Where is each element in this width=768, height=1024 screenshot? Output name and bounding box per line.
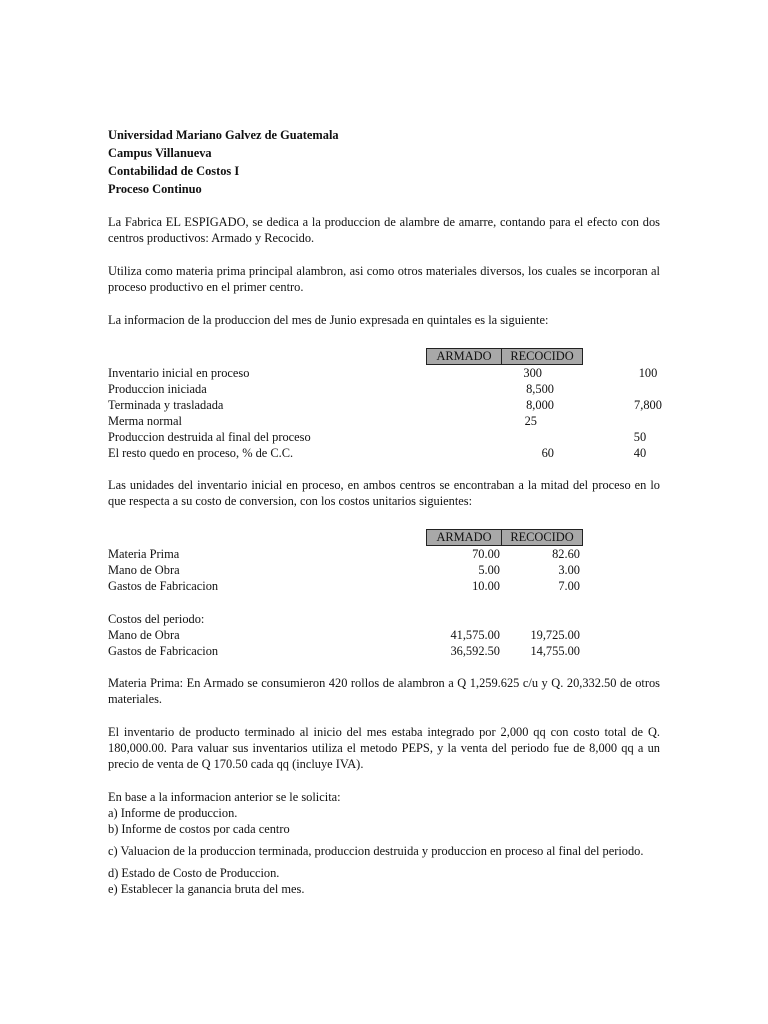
university-name: Universidad Mariano Galvez de Guatemala <box>108 128 339 142</box>
row-label: Materia Prima <box>108 547 180 561</box>
recocido-value: 7.00 <box>558 579 580 593</box>
period-costs-heading: Costos del periodo: <box>108 612 205 626</box>
paragraph-company-intro: La Fabrica EL ESPIGADO, se dedica a la produccion de alambre de amarre, contando para el efecto con dos centros productivos: Armado y Recocido. <box>108 215 660 245</box>
paragraph-production-info: La informacion de la produccion del mes de Junio expresada en quintales es la siguiente: <box>108 313 549 327</box>
paragraph-raw-material: Utiliza como materia prima principal alambron, asi como otros materiales diversos, los cuales se incorporan al proceso productivo en el primer centro. <box>108 264 660 294</box>
unit-cost-table <box>108 529 660 659</box>
armado-value: 300 <box>523 366 542 380</box>
document-page <box>108 126 660 897</box>
column-header-armado: ARMADO <box>426 348 502 365</box>
recocido-value: 3.00 <box>558 563 580 577</box>
task-item-b: b) Informe de costos por cada centro <box>108 822 290 836</box>
table-row <box>108 365 660 381</box>
period-costs-heading-row <box>108 611 660 627</box>
row-label: El resto quedo en proceso, % de C.C. <box>108 446 294 460</box>
document-header <box>108 126 660 198</box>
row-label: Gastos de Fabricacion <box>108 579 219 593</box>
task-intro: En base a la informacion anterior se le solicita: <box>108 790 341 804</box>
row-label: Mano de Obra <box>108 563 180 577</box>
table-row <box>108 546 660 562</box>
paragraph-initial-inventory: Las unidades del inventario inicial en proceso, en ambos centros se encontraban a la mitad del proceso en lo que respecta a su costo de conversion, con los costos unitarios siguientes: <box>108 478 660 508</box>
table-row <box>108 413 660 429</box>
paragraph-finished-goods: El inventario de producto terminado al inicio del mes estaba integrado por 2,000 qq con costo total de Q. 180,000.00. Para valuar sus inventarios utiliza el metodo PEPS, y la venta del periodo fue de 8,000 qq a un precio de venta de Q 170.50 cada qq (incluye IVA). <box>108 725 660 771</box>
task-item-a: a) Informe de produccion. <box>108 806 238 820</box>
task-item-e: e) Establecer la ganancia bruta del mes. <box>108 882 305 896</box>
armado-value: 8,500 <box>526 382 554 396</box>
table-row <box>108 397 660 413</box>
table-row <box>108 627 660 643</box>
task-list <box>108 789 660 897</box>
column-header-recocido: RECOCIDO <box>501 348 583 365</box>
armado-value: 60 <box>541 446 554 460</box>
table-row <box>108 562 660 578</box>
armado-value: 70.00 <box>472 547 500 561</box>
row-label: Merma normal <box>108 414 182 428</box>
row-label: Produccion iniciada <box>108 382 207 396</box>
topic-name: Proceso Continuo <box>108 182 202 196</box>
table-row <box>108 429 660 445</box>
row-label: Produccion destruida al final del proceso <box>108 430 311 444</box>
task-item-d: d) Estado de Costo de Produccion. <box>108 866 280 880</box>
row-label: Gastos de Fabricacion <box>108 644 219 658</box>
production-table <box>108 348 660 461</box>
recocido-value: 100 <box>638 366 658 380</box>
row-label: Inventario inicial en proceso <box>108 366 250 380</box>
campus-name: Campus Villanueva <box>108 146 212 160</box>
armado-value: 25 <box>524 414 537 428</box>
armado-value: 5.00 <box>478 563 500 577</box>
column-header-recocido: RECOCIDO <box>501 529 583 546</box>
column-header-armado: ARMADO <box>426 529 502 546</box>
recocido-value: 7,800 <box>634 398 662 412</box>
table-row <box>108 381 660 397</box>
armado-value: 8,000 <box>526 398 554 412</box>
armado-value: 36,592.50 <box>450 644 500 658</box>
recocido-value: 14,755.00 <box>530 644 580 658</box>
unit-cost-table-header <box>108 529 660 546</box>
recocido-value: 82.60 <box>552 547 580 561</box>
row-label: Terminada y trasladada <box>108 398 224 412</box>
armado-value: 41,575.00 <box>450 628 500 642</box>
paragraph-raw-material-consumption: Materia Prima: En Armado se consumieron 420 rollos de alambron a Q 1,259.625 c/u y Q. 20,332.50 de otros materiales. <box>108 676 660 706</box>
course-name: Contabilidad de Costos I <box>108 164 240 178</box>
recocido-value: 50 <box>633 430 647 444</box>
recocido-value: 19,725.00 <box>530 628 580 642</box>
row-label: Mano de Obra <box>108 628 180 642</box>
table-row <box>108 578 660 594</box>
recocido-value: 40 <box>633 446 647 460</box>
task-item-c: c) Valuacion de la produccion terminada, produccion destruida y produccion en proceso al final del periodo. <box>108 844 644 858</box>
table-row <box>108 643 660 659</box>
table-row <box>108 445 660 461</box>
armado-value: 10.00 <box>472 579 500 593</box>
production-table-header <box>108 348 660 365</box>
